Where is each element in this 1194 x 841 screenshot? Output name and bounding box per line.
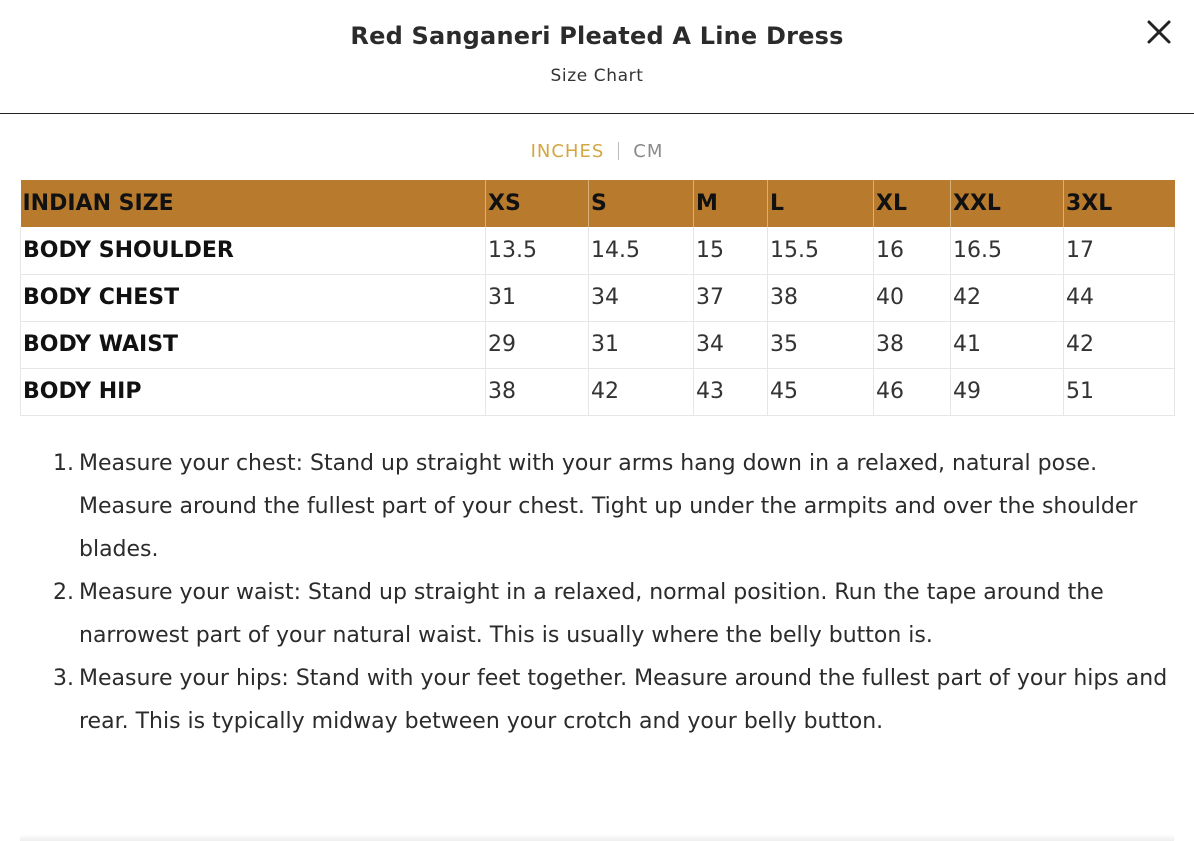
table-cell: 44 bbox=[1064, 274, 1175, 321]
instruction-text: Measure your hips: Stand with your feet together. Measure around the fullest part of your hips and rear. This is typically midway between your crotch and your belly button. bbox=[79, 666, 1168, 734]
table-cell: 42 bbox=[951, 274, 1064, 321]
unit-toggle bbox=[0, 140, 1194, 162]
column-header-xxl: XXL bbox=[951, 180, 1064, 227]
unit-cm-tab[interactable]: CM bbox=[633, 140, 664, 162]
row-label: BODY HIP bbox=[21, 368, 486, 415]
column-header-3xl: 3XL bbox=[1064, 180, 1175, 227]
table-cell: 31 bbox=[589, 321, 694, 368]
table-row bbox=[21, 274, 1175, 321]
unit-inches-tab[interactable]: INCHES bbox=[530, 140, 605, 162]
table-cell: 46 bbox=[874, 368, 951, 415]
table-header-row bbox=[21, 180, 1175, 227]
table-cell: 37 bbox=[694, 274, 768, 321]
table-cell: 43 bbox=[694, 368, 768, 415]
table-cell: 49 bbox=[951, 368, 1064, 415]
measurement-instructions bbox=[40, 442, 1180, 743]
table-cell: 45 bbox=[768, 368, 874, 415]
column-header-l: L bbox=[768, 180, 874, 227]
column-header-xl: XL bbox=[874, 180, 951, 227]
table-row bbox=[21, 368, 1175, 415]
list-number: 2. bbox=[53, 580, 74, 605]
row-label: BODY SHOULDER bbox=[21, 227, 486, 274]
column-header-m: M bbox=[694, 180, 768, 227]
table-cell: 13.5 bbox=[486, 227, 589, 274]
table-cell: 38 bbox=[768, 274, 874, 321]
table-cell: 38 bbox=[874, 321, 951, 368]
table-cell: 15 bbox=[694, 227, 768, 274]
list-item bbox=[40, 442, 1180, 571]
row-label: BODY WAIST bbox=[21, 321, 486, 368]
row-label: BODY CHEST bbox=[21, 274, 486, 321]
column-header-indian-size: INDIAN SIZE bbox=[22, 191, 174, 216]
table-cell: 14.5 bbox=[589, 227, 694, 274]
product-title: Red Sanganeri Pleated A Line Dress bbox=[350, 22, 844, 50]
table-cell: 34 bbox=[694, 321, 768, 368]
close-icon bbox=[1141, 14, 1177, 50]
table-cell: 41 bbox=[951, 321, 1064, 368]
list-number: 1. bbox=[53, 451, 74, 476]
instruction-text: Measure your chest: Stand up straight with your arms hang down in a relaxed, natural pose. Measure around the fullest part of your chest. Tight up under the armpits and over the shoulder blades. bbox=[79, 451, 1138, 562]
table-cell: 42 bbox=[1064, 321, 1175, 368]
table-cell: 15.5 bbox=[768, 227, 874, 274]
table-cell: 35 bbox=[768, 321, 874, 368]
table-cell: 16.5 bbox=[951, 227, 1064, 274]
list-number: 3. bbox=[53, 666, 74, 691]
scroll-fade-edge bbox=[20, 834, 1174, 841]
table-cell: 42 bbox=[589, 368, 694, 415]
column-header-s: S bbox=[589, 180, 694, 227]
list-item bbox=[40, 657, 1180, 743]
unit-divider bbox=[618, 142, 619, 160]
size-chart-subtitle: Size Chart bbox=[550, 66, 644, 86]
table-cell: 51 bbox=[1064, 368, 1175, 415]
table-cell: 16 bbox=[874, 227, 951, 274]
list-item bbox=[40, 571, 1180, 657]
table-cell: 29 bbox=[486, 321, 589, 368]
table-cell: 17 bbox=[1064, 227, 1175, 274]
table-cell: 40 bbox=[874, 274, 951, 321]
table-cell: 31 bbox=[486, 274, 589, 321]
modal-header bbox=[0, 0, 1194, 114]
size-chart-table bbox=[20, 180, 1175, 416]
close-button[interactable] bbox=[1141, 14, 1177, 50]
instruction-text: Measure your waist: Stand up straight in a relaxed, normal position. Run the tape around the narrowest part of your natural waist. This is usually where the belly button is. bbox=[79, 580, 1104, 648]
table-cell: 34 bbox=[589, 274, 694, 321]
table-row bbox=[21, 321, 1175, 368]
column-header-xs: XS bbox=[486, 180, 589, 227]
table-cell: 38 bbox=[486, 368, 589, 415]
table-row bbox=[21, 227, 1175, 274]
